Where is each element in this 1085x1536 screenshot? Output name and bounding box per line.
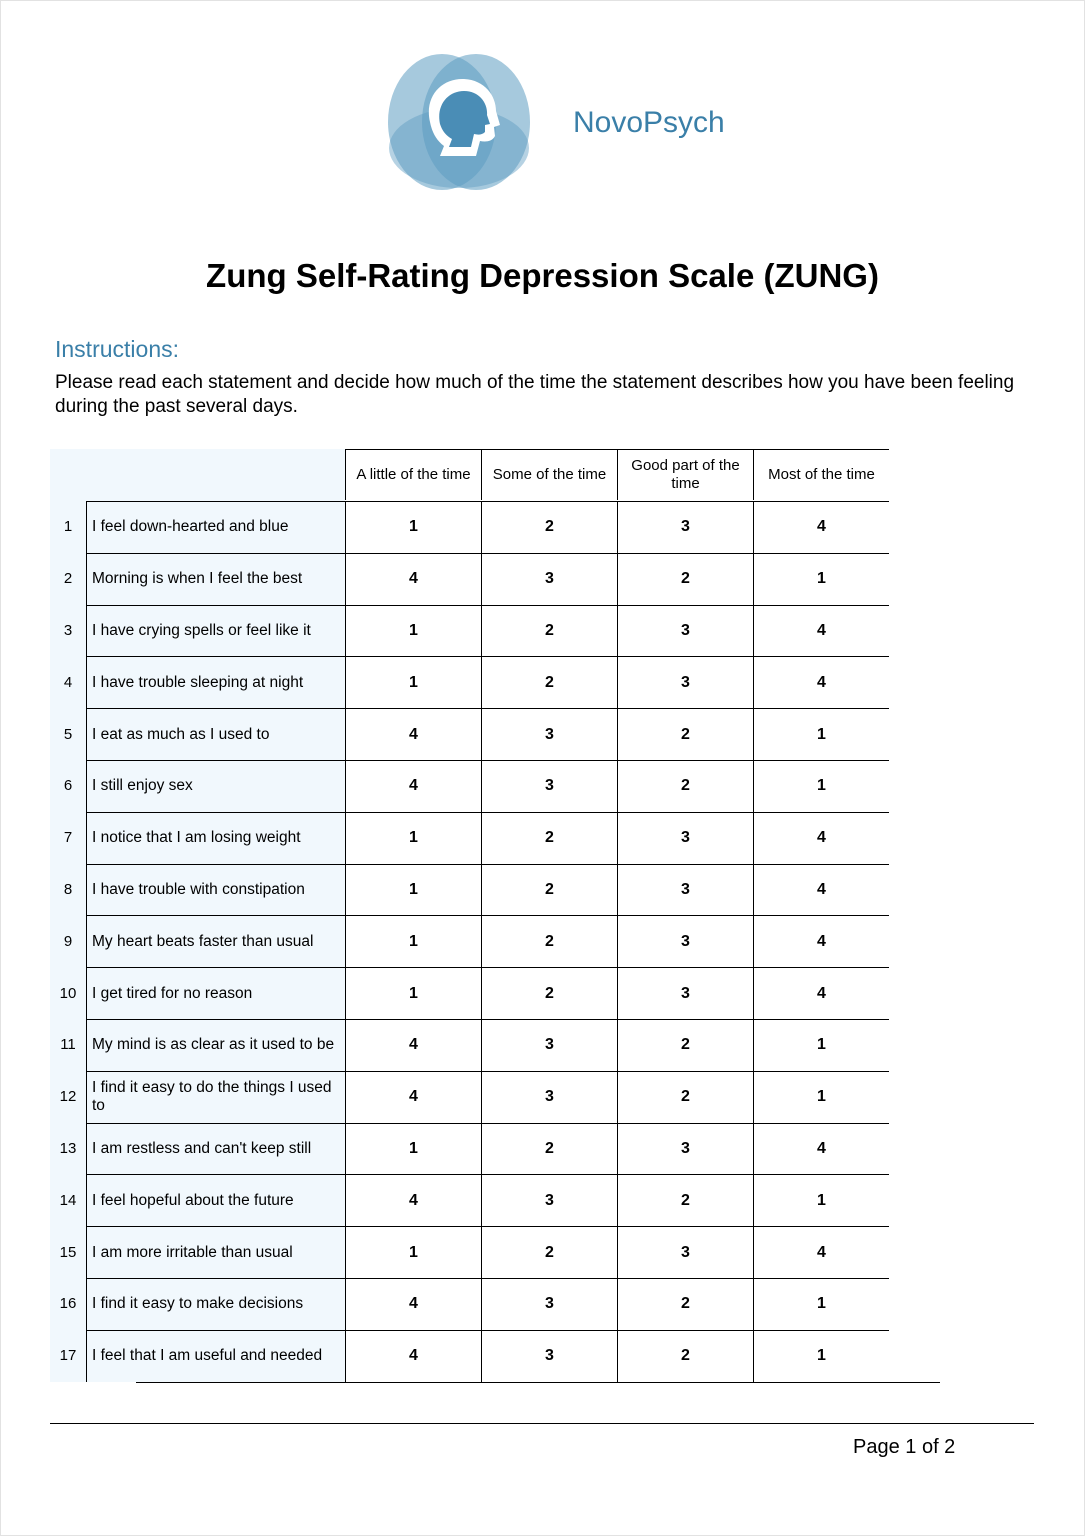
column-header: Good part of the time (617, 449, 753, 500)
item-statement: I have crying spells or feel like it (86, 605, 345, 657)
item-statement: I notice that I am losing weight (86, 812, 345, 864)
score-cell[interactable]: 3 (481, 553, 617, 605)
instructions-text: Please read each statement and decide how much of the time the statement describes how you have been feeling during the past several days. (55, 372, 1015, 417)
score-cell[interactable]: 3 (617, 967, 753, 1019)
score-cell[interactable]: 1 (345, 915, 481, 967)
page-number: Page 1 of 2 (853, 1436, 956, 1458)
score-cell[interactable]: 4 (345, 1330, 481, 1382)
column-header: Some of the time (481, 449, 617, 500)
score-cell[interactable]: 3 (481, 760, 617, 812)
column-header: A little of the time (345, 449, 481, 500)
table-row (50, 708, 890, 760)
item-statement: Morning is when I feel the best (86, 553, 345, 605)
score-cell[interactable]: 3 (481, 1330, 617, 1382)
item-statement: I feel that I am useful and needed (86, 1330, 345, 1382)
score-cell[interactable]: 2 (617, 553, 753, 605)
item-statement: I find it easy to make decisions (86, 1278, 345, 1330)
score-cell[interactable]: 2 (617, 760, 753, 812)
item-statement: I have trouble with constipation (86, 864, 345, 916)
score-cell[interactable]: 1 (345, 864, 481, 916)
brand-name: NovoPsych (573, 106, 725, 139)
score-cell[interactable]: 3 (617, 656, 753, 708)
item-statement: I get tired for no reason (86, 967, 345, 1019)
rating-table (50, 449, 890, 1382)
score-cell[interactable]: 4 (753, 915, 889, 967)
item-statement: I still enjoy sex (86, 760, 345, 812)
item-number: 3 (50, 605, 86, 657)
page-title: Zung Self-Rating Depression Scale (ZUNG) (206, 257, 879, 294)
item-statement: I find it easy to do the things I used to (86, 1071, 345, 1123)
score-cell[interactable]: 4 (345, 1071, 481, 1123)
score-cell[interactable]: 3 (481, 1278, 617, 1330)
score-cell[interactable]: 3 (617, 605, 753, 657)
item-statement: I feel down-hearted and blue (86, 501, 345, 553)
item-number: 1 (50, 501, 86, 553)
score-cell[interactable]: 3 (617, 812, 753, 864)
score-cell[interactable]: 2 (617, 1019, 753, 1071)
score-cell[interactable]: 4 (753, 1123, 889, 1175)
table-row (50, 967, 890, 1019)
item-number: 4 (50, 656, 86, 708)
score-cell[interactable]: 3 (481, 1019, 617, 1071)
score-cell[interactable]: 2 (617, 1330, 753, 1382)
score-cell[interactable]: 2 (481, 915, 617, 967)
item-number: 17 (50, 1330, 86, 1382)
item-number: 10 (50, 967, 86, 1019)
score-cell[interactable]: 2 (617, 1278, 753, 1330)
item-number: 16 (50, 1278, 86, 1330)
score-cell[interactable]: 1 (345, 967, 481, 1019)
item-number: 12 (50, 1071, 86, 1123)
score-cell[interactable]: 4 (753, 812, 889, 864)
table-row (50, 864, 890, 916)
table-row (50, 1019, 890, 1071)
header-blank-cell (50, 449, 345, 501)
score-cell[interactable]: 2 (481, 501, 617, 553)
item-number: 9 (50, 915, 86, 967)
score-cell[interactable]: 2 (481, 812, 617, 864)
score-cell[interactable]: 1 (753, 553, 889, 605)
score-cell[interactable]: 4 (345, 1174, 481, 1226)
score-cell[interactable]: 3 (617, 1226, 753, 1278)
score-cell[interactable]: 4 (753, 967, 889, 1019)
table-row (50, 915, 890, 967)
score-cell[interactable]: 1 (345, 812, 481, 864)
table-row (50, 501, 890, 553)
column-header: Most of the time (753, 449, 889, 500)
table-header (50, 449, 890, 501)
score-cell[interactable]: 1 (345, 1226, 481, 1278)
table-row (50, 605, 890, 657)
footer-rule (50, 1423, 1034, 1424)
score-cell[interactable]: 2 (617, 1071, 753, 1123)
table-row (50, 553, 890, 605)
item-number: 14 (50, 1174, 86, 1226)
score-cell[interactable]: 2 (481, 605, 617, 657)
table-row (50, 1278, 890, 1330)
score-cell[interactable]: 4 (345, 1019, 481, 1071)
item-number: 8 (50, 864, 86, 916)
score-cell[interactable]: 2 (481, 1123, 617, 1175)
item-number: 13 (50, 1123, 86, 1175)
score-cell[interactable]: 1 (753, 1278, 889, 1330)
table-bottom-rule (136, 1382, 940, 1383)
table-row (50, 1174, 890, 1226)
novopsych-logo (384, 50, 534, 195)
score-cell[interactable]: 3 (617, 1123, 753, 1175)
score-cell[interactable]: 1 (753, 1174, 889, 1226)
score-cell[interactable]: 4 (345, 553, 481, 605)
score-cell[interactable]: 1 (753, 708, 889, 760)
score-cell[interactable]: 3 (617, 864, 753, 916)
score-cell[interactable]: 3 (481, 1071, 617, 1123)
score-cell[interactable]: 3 (481, 708, 617, 760)
item-statement: I eat as much as I used to (86, 708, 345, 760)
score-cell[interactable]: 4 (345, 708, 481, 760)
item-number: 6 (50, 760, 86, 812)
score-cell[interactable]: 1 (345, 501, 481, 553)
table-row (50, 656, 890, 708)
score-cell[interactable]: 1 (345, 605, 481, 657)
score-cell[interactable]: 1 (345, 1123, 481, 1175)
score-cell[interactable]: 2 (481, 1226, 617, 1278)
score-cell[interactable]: 2 (481, 656, 617, 708)
score-cell[interactable]: 4 (753, 864, 889, 916)
score-cell[interactable]: 4 (753, 656, 889, 708)
score-cell[interactable]: 3 (481, 1174, 617, 1226)
score-cell[interactable]: 2 (617, 1174, 753, 1226)
score-cell[interactable]: 1 (753, 760, 889, 812)
item-number: 5 (50, 708, 86, 760)
item-number: 11 (50, 1019, 86, 1071)
score-cell[interactable]: 4 (753, 1226, 889, 1278)
score-cell[interactable]: 1 (753, 1071, 889, 1123)
score-cell[interactable]: 3 (617, 501, 753, 553)
item-number: 2 (50, 553, 86, 605)
item-statement: My heart beats faster than usual (86, 915, 345, 967)
item-statement: I feel hopeful about the future (86, 1174, 345, 1226)
score-cell[interactable]: 2 (481, 967, 617, 1019)
table-row (50, 760, 890, 812)
instructions-heading: Instructions: (55, 336, 179, 362)
item-number: 15 (50, 1226, 86, 1278)
score-cell[interactable]: 3 (617, 915, 753, 967)
item-statement: My mind is as clear as it used to be (86, 1019, 345, 1071)
score-cell[interactable]: 1 (753, 1330, 889, 1382)
score-cell[interactable]: 4 (753, 605, 889, 657)
item-statement: I am restless and can't keep still (86, 1123, 345, 1175)
score-cell[interactable]: 4 (345, 760, 481, 812)
table-row (50, 1330, 890, 1382)
item-statement: I am more irritable than usual (86, 1226, 345, 1278)
score-cell[interactable]: 2 (617, 708, 753, 760)
table-row (50, 812, 890, 864)
item-statement: I have trouble sleeping at night (86, 656, 345, 708)
score-cell[interactable]: 4 (753, 501, 889, 553)
score-cell[interactable]: 2 (481, 864, 617, 916)
score-cell[interactable]: 1 (753, 1019, 889, 1071)
item-number: 7 (50, 812, 86, 864)
score-cell[interactable]: 4 (345, 1278, 481, 1330)
table-row (50, 1071, 890, 1123)
table-row (50, 1226, 890, 1278)
table-row (50, 1123, 890, 1175)
score-cell[interactable]: 1 (345, 656, 481, 708)
